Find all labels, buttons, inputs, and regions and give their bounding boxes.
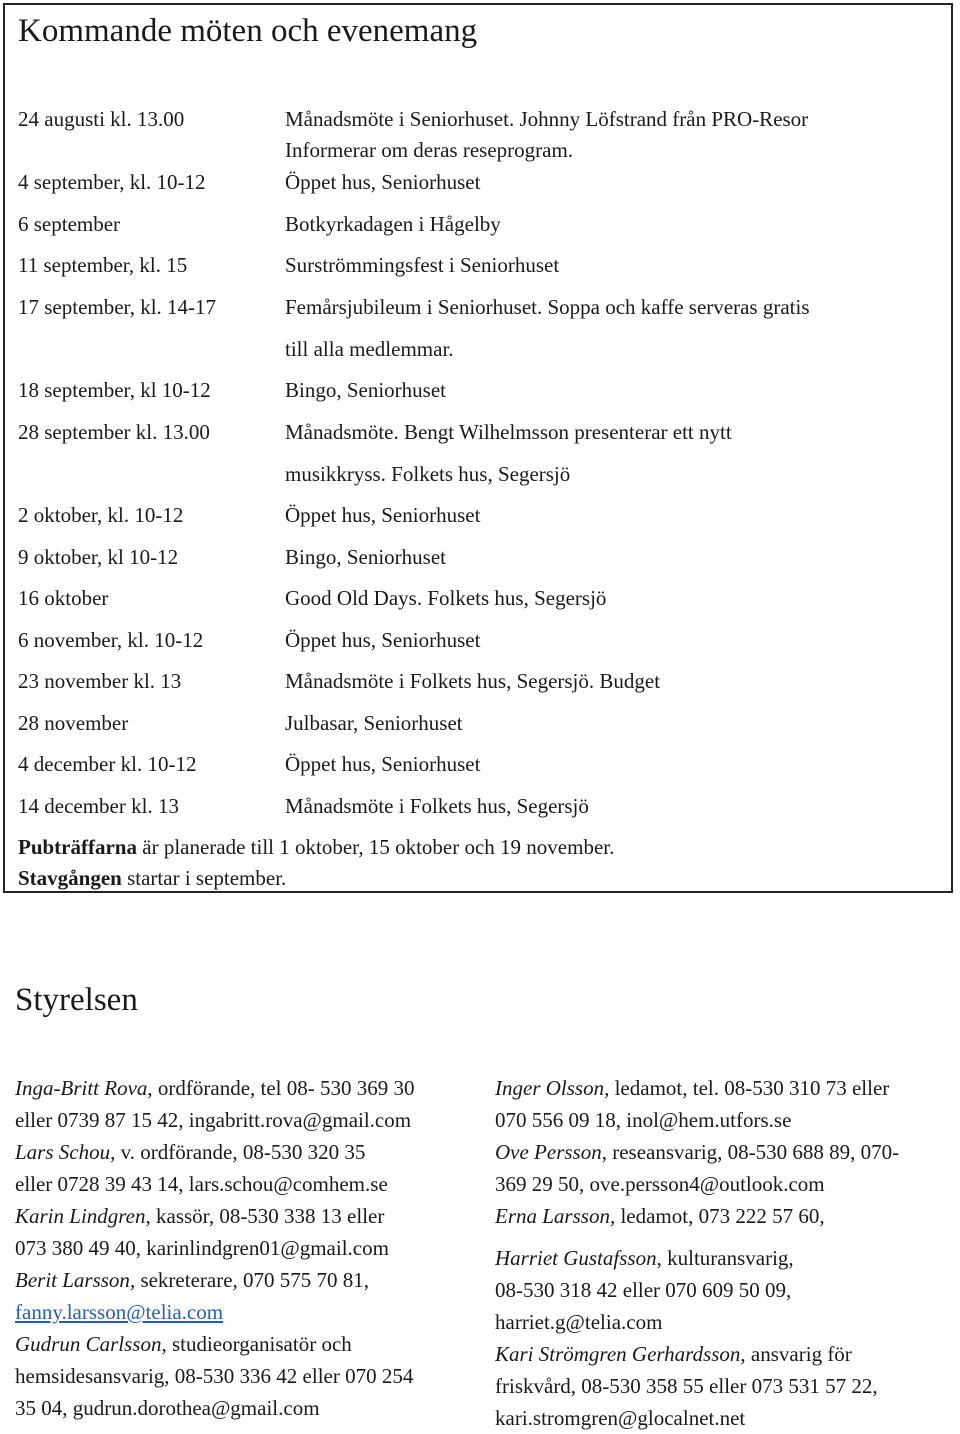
event-date: 6 november, kl. 10-12: [18, 628, 204, 652]
board-member-line: [15, 1168, 475, 1200]
board-member-line: [495, 1306, 955, 1338]
event-description: Informerar om deras reseprogram.: [285, 138, 574, 162]
board-column-right: [495, 1072, 955, 1434]
event-date: 11 september, kl. 15: [18, 253, 188, 277]
event-date: 9 oktober, kl 10-12: [18, 545, 179, 569]
board-member-line: [15, 1072, 475, 1104]
member-name: Inga-Britt Rova: [15, 1076, 148, 1100]
event-description: Julbasar, Seniorhuset: [285, 711, 463, 735]
board-member-line: [15, 1104, 475, 1136]
event-date: 4 december kl. 10-12: [18, 752, 197, 776]
board-member-line: [495, 1402, 955, 1434]
event-date: 4 september, kl. 10-12: [18, 170, 206, 194]
board-member-line: [15, 1264, 475, 1296]
member-name: Harriet Gustafsson: [495, 1246, 657, 1270]
board-member-line: [495, 1168, 955, 1200]
event-description: Öppet hus, Seniorhuset: [285, 628, 481, 652]
member-details: , ordförande, tel 08- 530 369 30: [147, 1076, 415, 1100]
event-description: musikkryss. Folkets hus, Segersjö: [285, 462, 571, 486]
event-description: Surströmmingsfest i Seniorhuset: [285, 253, 560, 277]
member-details: 08-530 318 42 eller 070 609 50 09,: [495, 1278, 792, 1302]
event-description: Bingo, Seniorhuset: [285, 378, 446, 402]
member-details: , kulturansvarig,: [656, 1246, 794, 1270]
board-member-line: [15, 1296, 475, 1328]
member-name: Gudrun Carlsson: [15, 1332, 162, 1356]
board-member-line: [495, 1104, 955, 1136]
event-description: till alla medlemmar.: [285, 337, 454, 361]
board-member-line: [15, 1200, 475, 1232]
event-description: Månadsmöte i Folkets hus, Segersjö. Budget: [285, 669, 661, 693]
member-name: Karin Lindgren: [15, 1204, 146, 1228]
member-details: 35 04, gudrun.dorothea@gmail.com: [15, 1396, 320, 1420]
member-details: , v. ordförande, 08-530 320 35: [110, 1140, 366, 1164]
email-link[interactable]: fanny.larsson@telia.com: [15, 1300, 224, 1324]
event-description: Månadsmöte i Folkets hus, Segersjö: [285, 794, 589, 818]
event-date: 2 oktober, kl. 10-12: [18, 503, 184, 527]
member-name: Inger Olsson: [495, 1076, 605, 1100]
events-note-text: startar i september.: [121, 866, 287, 890]
member-details: , ansvarig för: [740, 1342, 852, 1366]
member-details: 073 380 49 40, karinlindgren01@gmail.com: [15, 1236, 389, 1260]
event-description: Öppet hus, Seniorhuset: [285, 503, 481, 527]
member-details: , ledamot, tel. 08-530 310 73 eller: [604, 1076, 890, 1100]
event-date: 23 november kl. 13: [18, 669, 182, 693]
event-description: Öppet hus, Seniorhuset: [285, 170, 481, 194]
event-date: 28 november: [18, 711, 129, 735]
events-note-text: är planerade till 1 oktober, 15 oktober och 19 november.: [137, 835, 615, 859]
board-member-line: [15, 1392, 475, 1424]
board-title: Styrelsen: [15, 982, 138, 1018]
event-description: Månadsmöte i Seniorhuset. Johnny Löfstrand från PRO-Resor: [285, 107, 809, 131]
member-details: , studieorganisatör och: [161, 1332, 352, 1356]
board-member-line: [15, 1136, 475, 1168]
board-member-line: [495, 1136, 955, 1168]
board-member-line: [495, 1072, 955, 1104]
event-date: 28 september kl. 13.00: [18, 420, 210, 444]
member-details: 070 556 09 18, inol@hem.utfors.se: [495, 1108, 792, 1132]
event-date: 16 oktober: [18, 586, 109, 610]
event-description: Månadsmöte. Bengt Wilhelmsson presenterar ett nytt: [285, 420, 732, 444]
board-member-line: [15, 1328, 475, 1360]
event-date: 24 augusti kl. 13.00: [18, 107, 185, 131]
board-member-line: [495, 1200, 955, 1232]
board-member-line: [495, 1370, 955, 1402]
board-member-line: [15, 1360, 475, 1392]
member-name: Erna Larsson: [495, 1204, 610, 1228]
member-details: kari.stromgren@glocalnet.net: [495, 1406, 746, 1430]
board-column-left: [15, 1072, 475, 1424]
events-box: [3, 3, 953, 893]
board-member-line: [495, 1274, 955, 1306]
event-date: 17 september, kl. 14-17: [18, 295, 217, 319]
events-title: Kommande möten och evenemang: [18, 13, 478, 49]
event-description: Good Old Days. Folkets hus, Segersjö: [285, 586, 607, 610]
member-details: , reseansvarig, 08-530 688 89, 070-: [601, 1140, 900, 1164]
member-details: friskvård, 08-530 358 55 eller 073 531 57 22,: [495, 1374, 878, 1398]
member-details: , sekreterare, 070 575 70 81,: [129, 1268, 370, 1292]
board-member-line: [15, 1232, 475, 1264]
events-note: [18, 863, 286, 894]
event-date: 18 september, kl 10-12: [18, 378, 211, 402]
board-member-line: [495, 1338, 955, 1370]
member-details: eller 0728 39 43 14, lars.schou@comhem.se: [15, 1172, 388, 1196]
event-date: 6 september: [18, 212, 121, 236]
member-name: Kari Strömgren Gerhardsson: [495, 1342, 741, 1366]
member-name: Lars Schou: [15, 1140, 111, 1164]
event-description: Bingo, Seniorhuset: [285, 545, 446, 569]
board-member-line: [495, 1242, 955, 1274]
member-details: , kassör, 08-530 338 13 eller: [145, 1204, 385, 1228]
member-details: harriet.g@telia.com: [495, 1310, 663, 1334]
member-name: Berit Larsson: [15, 1268, 130, 1292]
events-note-keyword: Stavgången: [18, 866, 122, 890]
events-note: [18, 832, 614, 863]
event-description: Femårsjubileum i Seniorhuset. Soppa och kaffe serveras gratis: [285, 295, 810, 319]
event-description: Botkyrkadagen i Hågelby: [285, 212, 501, 236]
member-name: Ove Persson: [495, 1140, 602, 1164]
member-details: hemsidesansvarig, 08-530 336 42 eller 070 254: [15, 1364, 414, 1388]
member-details: , ledamot, 073 222 57 60,: [609, 1204, 825, 1228]
member-details: 369 29 50, ove.persson4@outlook.com: [495, 1172, 825, 1196]
events-note-keyword: Pubträffarna: [18, 835, 137, 859]
event-description: Öppet hus, Seniorhuset: [285, 752, 481, 776]
event-date: 14 december kl. 13: [18, 794, 179, 818]
member-details: eller 0739 87 15 42, ingabritt.rova@gmail.com: [15, 1108, 412, 1132]
